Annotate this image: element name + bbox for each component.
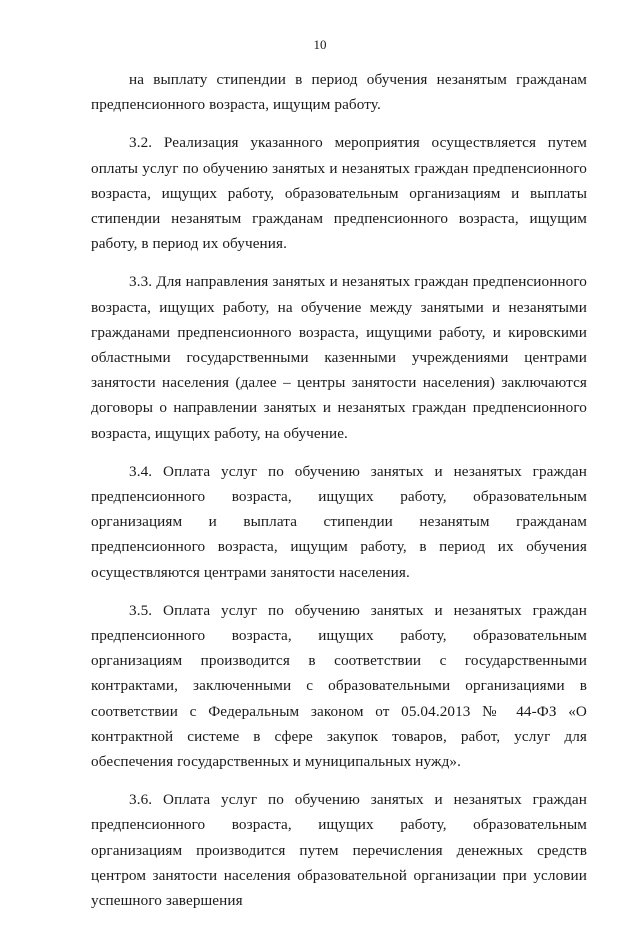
paragraph-3-2: 3.2. Реализация указанного мероприятия осуществляется путем оплаты услуг по обучению занятых и незанятых граждан предпенсионного возраста, ищущих работу, образовательным организациям и выплаты стипендии незанятым гражданам предпенсионного возраста, ищущим работу, в период их обучения.: [91, 134, 587, 253]
page-number: 10: [313, 37, 327, 52]
paragraph-continuation: на выплату стипендии в период обучения незанятым гражданам предпенсионного возраста, ищущим работу.: [91, 71, 587, 114]
paragraph-3-3: 3.3. Для направления занятых и незанятых граждан предпенсионного возраста, ищущих работу, на обучение между занятыми и незанятыми гражданами предпенсионного возраста, ищущими работу, и кировскими областными государственными казенными учреждениями центрами занятости населения (далее – центры занятости населения) заключаются договоры о направлении занятых и незанятых граждан предпенсионного возраста, ищущих работу, на обучение.: [91, 273, 587, 442]
paragraph-3-4: 3.4. Оплата услуг по обучению занятых и незанятых граждан предпенсионного возраста, ищущих работу, образовательным организациям и выплата стипендии незанятым гражданам предпенсионного возраста, ищущим работу, в период их обучения осуществляются центрами занятости населения.: [91, 462, 587, 581]
paragraph-3-5: 3.5. Оплата услуг по обучению занятых и незанятых граждан предпенсионного возраста, ищущих работу, образовательным организациям производится в соответствии с государственными контрактами, заключенными с образовательными организациями в соответствии с Федеральным законом от 05.04.2013 № 44-ФЗ «О контрактной системе в сфере закупок товаров, работ, услуг для обеспечения государственных и муниципальных нужд».: [91, 601, 587, 771]
document-body: [91, 67, 587, 926]
paragraph-3-6: 3.6. Оплата услуг по обучению занятых и незанятых граждан предпенсионного возраста, ищущих работу, образовательным организациям производится путем перечисления денежных средств центром занятости населения образовательной организации при условии успешного завершения: [91, 791, 587, 910]
